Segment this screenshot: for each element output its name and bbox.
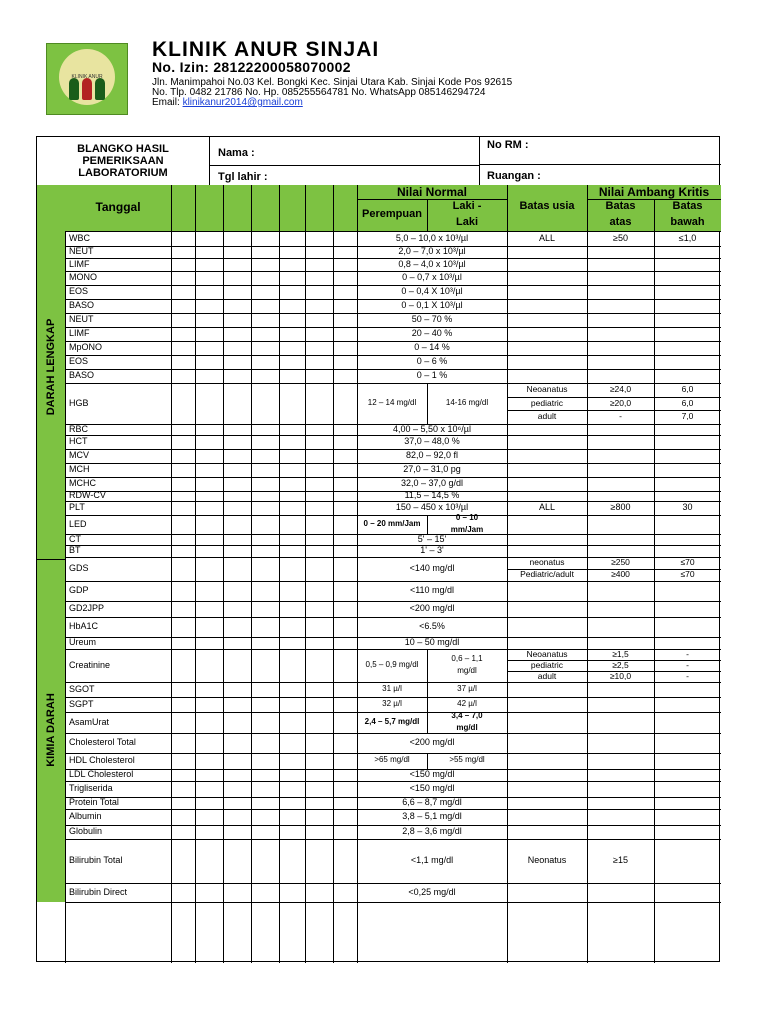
no-rm-field[interactable]: No RM : — [487, 139, 529, 151]
test-name: Globulin — [69, 826, 103, 836]
test-name: Ureum — [69, 637, 97, 647]
test-name: BASO — [69, 370, 95, 380]
test-name: EOS — [69, 286, 89, 296]
lab-form — [36, 136, 720, 962]
normal-value: 11,5 – 14,5 % — [404, 490, 460, 500]
normal-value: 50 – 70 % — [411, 314, 453, 324]
row-separator — [65, 712, 721, 713]
ambang-label: Nilai Ambang Kritis — [598, 185, 710, 199]
normal-value: 32,0 – 37,0 g/dl — [400, 478, 464, 488]
normal-value: 0 – 0,1 X 10³/µl — [401, 300, 463, 310]
test-name: Trigliserida — [69, 783, 113, 793]
normal-value: 3,8 – 5,1 mg/dl — [402, 811, 462, 821]
normal-value: <200 mg/dl — [409, 603, 455, 613]
normal-value: 0,8 – 4,0 x 10³/µl — [398, 258, 466, 269]
tgl-lahir-field[interactable]: Tgl lahir : — [218, 171, 268, 183]
section-darah-label: DARAH LENGKAP — [45, 318, 57, 416]
normal-value: 4,00 – 5,50 x 10⁶/µl — [393, 423, 471, 434]
normal-value: 10 – 50 mg/dl — [404, 637, 460, 647]
batas-bawah-value: - — [686, 659, 689, 670]
test-name: GDS — [69, 563, 89, 573]
batas-bawah-value: - — [686, 648, 689, 659]
test-name: RDW-CV — [69, 490, 106, 500]
form-title-2: PEMERIKSAAN — [82, 155, 164, 167]
email-line — [152, 97, 303, 108]
test-name: CT — [69, 533, 81, 544]
perempuan-value: 31 µ/l — [382, 683, 402, 693]
test-name: HbA1C — [69, 621, 99, 631]
row-separator — [65, 781, 721, 782]
batas-bawah-value: - — [686, 670, 689, 681]
batas-usia-value: pediatric — [530, 659, 564, 670]
normal-value: <150 mg/dl — [409, 783, 455, 793]
row-separator — [65, 617, 721, 618]
laki-value: >55 mg/dl — [449, 755, 485, 764]
batas-usia-value: ALL — [538, 502, 555, 512]
normal-value: 27,0 – 31,0 pg — [403, 464, 461, 474]
batas-atas-value: ≥20,0 — [609, 397, 632, 408]
batas-atas-value: ≥250 — [611, 557, 630, 567]
normal-value: 0 – 0,4 X 10³/µl — [401, 286, 463, 296]
logo-text: KLINIK ANUR — [71, 74, 103, 80]
test-name: HGB — [69, 397, 89, 408]
logo-figure — [82, 78, 92, 100]
nama-field[interactable]: Nama : — [218, 147, 255, 159]
test-name: Cholesterol Total — [69, 737, 136, 747]
laki-value-2: mg/dl — [456, 722, 478, 732]
perempuan-value: 2,4 – 5,7 mg/dl — [364, 716, 420, 726]
normal-value: <1,1 mg/dl — [410, 855, 454, 865]
normal-value: 0 – 1 % — [416, 370, 448, 380]
batas-bawah-value: 6,0 — [681, 397, 694, 408]
batas-usia-value: Neonatus — [527, 855, 567, 865]
normal-value: 20 – 40 % — [411, 328, 453, 338]
batas-bawah-value: ≤1,0 — [678, 232, 697, 243]
batas-bawah-value: 6,0 — [681, 383, 694, 394]
normal-value: 5' – 15' — [417, 533, 447, 544]
laki-value: 37 µ/l — [457, 683, 477, 693]
test-name: LED — [69, 518, 87, 529]
row-separator — [65, 839, 721, 840]
normal-value: 0 – 0,7 x 10³/µl — [402, 272, 462, 282]
test-name: Protein Total — [69, 797, 119, 807]
test-name: PLT — [69, 502, 85, 512]
test-name: GD2JPP — [69, 603, 105, 613]
test-name: Albumin — [69, 811, 102, 821]
row-separator — [65, 581, 721, 582]
batas-bawah-value: 7,0 — [681, 411, 694, 422]
normal-value: 0 – 14 % — [414, 342, 450, 352]
batas-atas-value: - — [619, 411, 622, 422]
batas-usia-value: pediatric — [530, 397, 564, 408]
ruangan-field[interactable]: Ruangan : — [487, 170, 541, 182]
clinic-logo — [46, 43, 128, 115]
perempuan-value: 12 – 14 mg/dl — [367, 397, 417, 407]
batas-usia-value: ALL — [538, 232, 555, 243]
test-name: BASO — [69, 300, 95, 310]
test-name: SGOT — [69, 683, 95, 694]
normal-value: 2,8 – 3,6 mg/dl — [402, 826, 462, 836]
test-name: NEUT — [69, 246, 94, 256]
laki-label-2: Laki — [455, 216, 478, 228]
normal-value: <110 mg/dl — [409, 585, 455, 595]
laki-value: 42 µ/l — [457, 698, 477, 708]
perempuan-value: >65 mg/dl — [374, 755, 410, 764]
row-separator — [65, 515, 721, 516]
perempuan-value: 32 µ/l — [382, 698, 402, 708]
test-name: MpONO — [69, 342, 103, 352]
laki-value-2: mg/dl — [457, 665, 477, 675]
form-title-3: LABORATORIUM — [78, 167, 168, 179]
batas-atas-value: ≥800 — [610, 502, 631, 512]
test-name: LIMF — [69, 258, 90, 269]
test-name: SGPT — [69, 698, 94, 709]
row-separator — [65, 733, 721, 734]
section-kimia-label: KIMIA DARAH — [45, 693, 57, 767]
test-name: MCV — [69, 450, 89, 460]
tanggal-label: Tanggal — [95, 200, 141, 214]
test-name: LIMF — [69, 328, 90, 338]
row-separator — [65, 883, 721, 884]
test-name: MCH — [69, 464, 90, 474]
test-name: WBC — [69, 232, 90, 243]
batas-atas-value: ≥15 — [613, 855, 628, 865]
test-name: NEUT — [69, 314, 94, 324]
normal-value: 150 – 450 x 10³/µl — [395, 502, 469, 512]
test-name: RBC — [69, 423, 89, 434]
laki-label-1: Laki - — [452, 200, 482, 212]
batas-atas-value: ≥2,5 — [612, 659, 629, 670]
laki-value: 14-16 mg/dl — [445, 397, 489, 407]
batas-atas-label-2: atas — [609, 216, 632, 228]
test-name: MCHC — [69, 478, 96, 488]
normal-value: 5,0 – 10,0 x 10³/µl — [395, 232, 469, 243]
perempuan-label: Perempuan — [362, 208, 422, 220]
batas-usia-value: neonatus — [529, 557, 565, 567]
batas-atas-value: ≥50 — [613, 232, 628, 243]
batas-bawah-value: ≤70 — [680, 569, 695, 579]
test-name: BT — [69, 545, 81, 555]
normal-value: 37,0 – 48,0 % — [404, 436, 460, 446]
nilai-normal-label: Nilai Normal — [396, 185, 468, 199]
batas-atas-value: ≥10,0 — [609, 670, 632, 681]
normal-value: <0,25 mg/dl — [408, 886, 456, 897]
license-number: No. Izin: 28122200058070002 — [152, 59, 351, 75]
form-title-1: BLANGKO HASIL — [77, 143, 169, 155]
row-separator — [65, 753, 721, 754]
batas-bawah-value: ≤70 — [680, 557, 695, 567]
batas-atas-label-1: Batas — [605, 200, 636, 212]
test-name: HDL Cholesterol — [69, 755, 135, 765]
test-name: LDL Cholesterol — [69, 769, 134, 779]
test-name: Bilirubin Direct — [69, 886, 128, 897]
batas-atas-value: ≥24,0 — [609, 383, 632, 394]
email-link[interactable]: klinikanur2014@gmail.com — [182, 97, 303, 108]
laki-value-1: 3,4 – 7,0 — [451, 710, 483, 720]
batas-usia-value: Neoanatus — [526, 383, 568, 394]
laki-value-1: 0,6 – 1,1 — [451, 653, 483, 663]
batas-usia-value: adult — [537, 411, 557, 422]
phone: No. Tlp. 0482 21786 No. Hp. 085255564781 No. WhatsApp 085146294724 — [152, 87, 486, 98]
normal-value: 82,0 – 92,0 fl — [405, 450, 459, 460]
test-name: AsamUrat — [69, 716, 110, 727]
batas-usia-value: adult — [537, 670, 557, 681]
normal-value: <150 mg/dl — [409, 769, 455, 779]
batas-atas-value: ≥400 — [611, 569, 630, 579]
normal-value: 6,6 – 8,7 mg/dl — [402, 797, 462, 807]
batas-usia-value: Neoanatus — [526, 648, 568, 659]
normal-value: <140 mg/dl — [409, 563, 455, 573]
normal-value: 0 – 6 % — [416, 356, 448, 366]
batas-bawah-value: 30 — [682, 502, 693, 512]
perempuan-value: 0 – 20 mm/Jam — [363, 518, 421, 528]
laki-value-2: mm/Jam — [450, 524, 484, 534]
test-name: Bilirubin Total — [69, 855, 123, 865]
normal-value: <200 mg/dl — [409, 737, 455, 747]
batas-usia-label: Batas usia — [519, 200, 575, 212]
normal-value: 2,0 – 7,0 x 10³/µl — [398, 246, 466, 256]
normal-value: <6.5% — [419, 621, 445, 631]
batas-bawah-label-1: Batas — [672, 200, 703, 212]
email-label: Email: — [152, 97, 183, 108]
address: Jln. Manimpahoi No.03 Kel. Bongki Kec. Sinjai Utara Kab. Sinjai Kode Pos 92615 — [152, 77, 513, 88]
row-separator — [65, 601, 721, 602]
clinic-name: KLINIK ANUR SINJAI — [152, 38, 380, 61]
test-name: MONO — [69, 272, 97, 282]
batas-atas-value: ≥1,5 — [612, 648, 629, 659]
test-name: EOS — [69, 356, 89, 366]
logo-figure — [69, 78, 79, 100]
normal-value: 1' – 3' — [420, 545, 444, 555]
batas-usia-value: Pediatric/adult — [520, 569, 574, 579]
row-separator — [65, 809, 721, 810]
laki-value-1: 0 – 10 — [455, 512, 479, 522]
batas-bawah-label-2: bawah — [670, 216, 705, 228]
test-name: GDP — [69, 585, 89, 595]
test-name: HCT — [69, 436, 88, 446]
logo-figure — [95, 78, 105, 100]
perempuan-value: 0,5 – 0,9 mg/dl — [365, 659, 419, 669]
test-name: Creatinine — [69, 659, 111, 670]
